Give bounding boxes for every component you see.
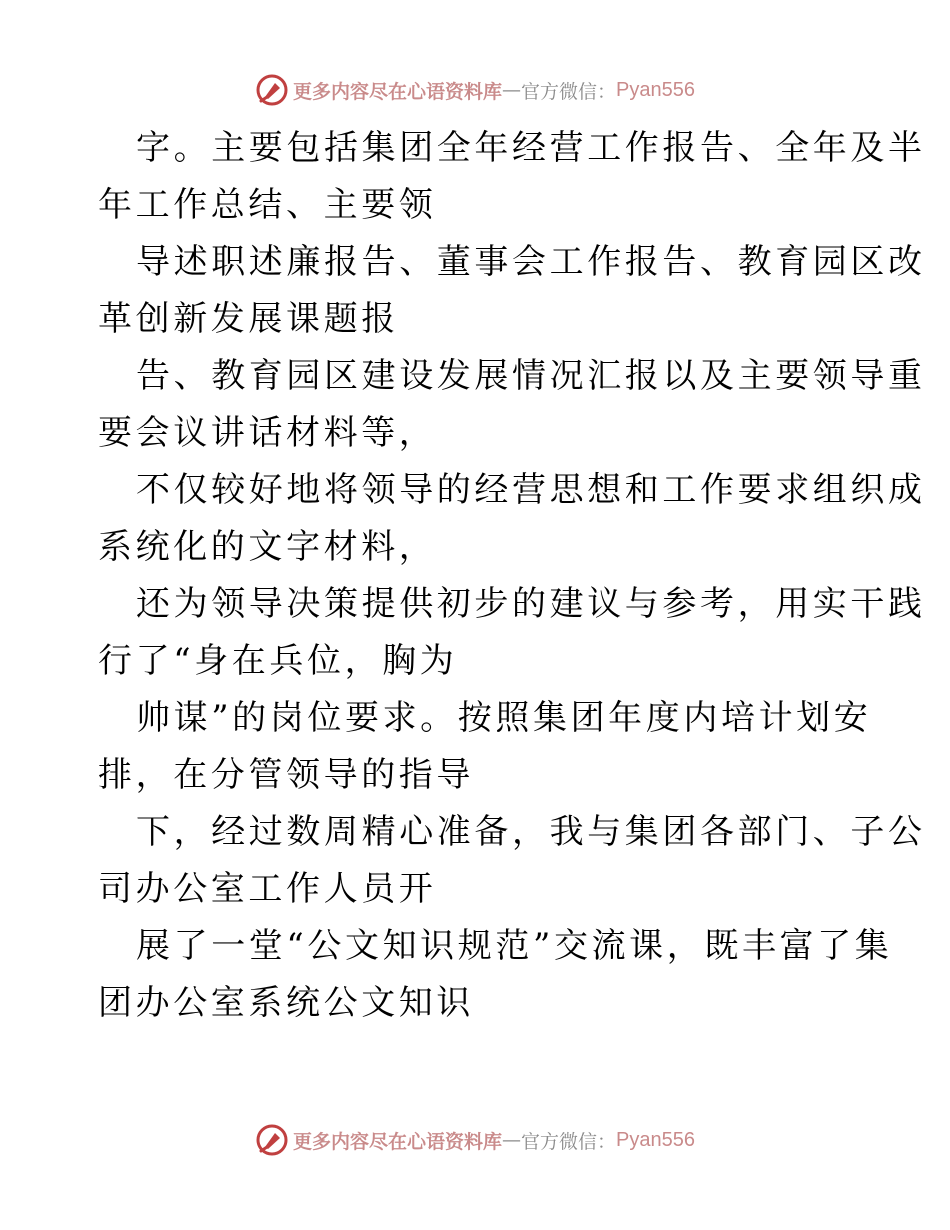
text-line: 革创新发展课题报 xyxy=(98,299,399,339)
pen-nib-icon xyxy=(255,1123,289,1157)
brand-text: 更多内容尽在心语资料库 xyxy=(293,1130,503,1153)
text-line: 要会议讲话材料等， xyxy=(98,413,437,453)
banner-separator: — xyxy=(502,79,522,101)
text-line: 还为领导决策提供初步的建议与参考，用实干践 xyxy=(136,584,926,624)
header-banner xyxy=(0,70,950,110)
wechat-id: Pyan556 xyxy=(616,78,695,101)
text-line: 下，经过数周精心准备，我与集团各部门、子公 xyxy=(136,812,926,852)
text-line: 展了一堂“公文知识规范”交流课，既丰富了集 xyxy=(136,926,893,966)
text-line: 排，在分管领导的指导 xyxy=(98,755,474,795)
wechat-label: 官方微信： xyxy=(521,80,617,103)
pen-nib-icon xyxy=(255,73,289,107)
text-line: 字。主要包括集团全年经营工作报告、全年及半 xyxy=(136,128,926,168)
text-line: 行了“身在兵位，胸为 xyxy=(98,641,458,681)
wechat-label: 官方微信： xyxy=(521,1130,617,1153)
brand-text: 更多内容尽在心语资料库 xyxy=(293,80,503,103)
text-line: 告、教育园区建设发展情况汇报以及主要领导重 xyxy=(136,356,926,396)
text-line: 团办公室系统公文知识 xyxy=(98,983,474,1023)
wechat-id: Pyan556 xyxy=(616,1128,695,1151)
footer-banner xyxy=(0,1120,950,1160)
document-body xyxy=(98,120,926,1032)
text-line: 司办公室工作人员开 xyxy=(98,869,437,909)
text-line: 不仅较好地将领导的经营思想和工作要求组织成 xyxy=(136,470,926,510)
text-line: 帅谋”的岗位要求。按照集团年度内培计划安 xyxy=(136,698,872,738)
text-line: 年工作总结、主要领 xyxy=(98,185,437,225)
banner-separator: — xyxy=(502,1129,522,1151)
text-line: 导述职述廉报告、董事会工作报告、教育园区改 xyxy=(136,242,926,282)
text-line: 系统化的文字材料， xyxy=(98,527,437,567)
